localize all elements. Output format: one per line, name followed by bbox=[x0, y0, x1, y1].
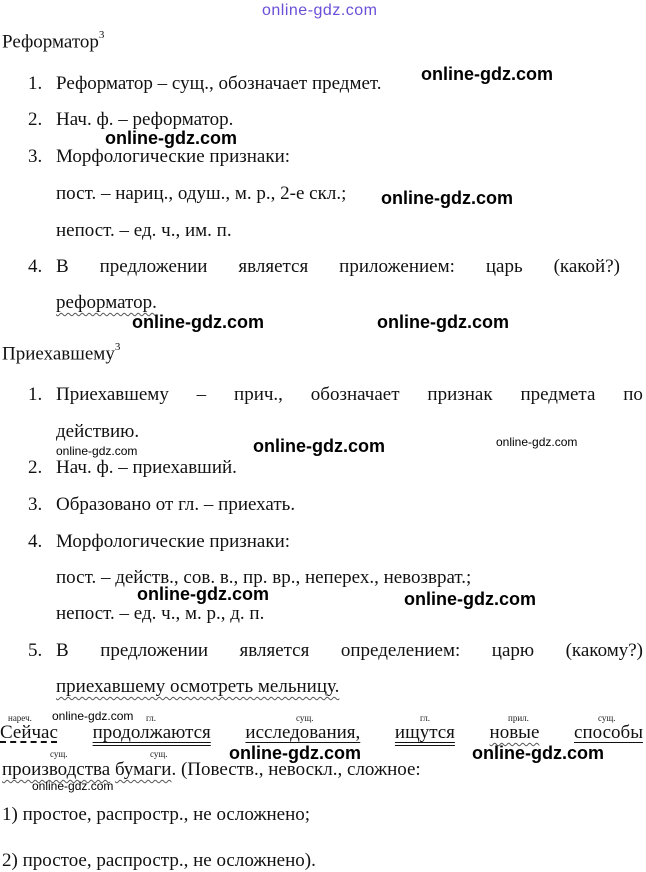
word1-item-2: Нач. ф. – реформатор. bbox=[56, 109, 234, 130]
sent-w5: способы bbox=[574, 722, 643, 743]
word1-item-3b: непост. – ед. ч., им. п. bbox=[56, 220, 232, 241]
word1-item-3a: пост. – нариц., одуш., м. р., 2-е скл.; bbox=[56, 183, 347, 204]
word2-num-5: 5. bbox=[28, 640, 43, 661]
word1-item-4 bbox=[56, 256, 620, 278]
pos-label-verb-2: гл. bbox=[420, 713, 430, 723]
word1-num-3: 3. bbox=[28, 146, 43, 167]
watermark-9: online-gdz.com bbox=[137, 584, 269, 604]
word2-sup: 3 bbox=[114, 341, 121, 353]
pos-label-noun-3: сущ. bbox=[50, 749, 68, 759]
word2-item-5-cont bbox=[56, 676, 339, 698]
sent-w0: Сейчас bbox=[0, 722, 58, 743]
watermark-2: online-gdz.com bbox=[105, 128, 237, 148]
word2-num-1: 1. bbox=[28, 384, 43, 405]
sent-w1: продолжаются bbox=[92, 722, 211, 743]
w1-i4-cont-text: реформатор. bbox=[56, 292, 157, 313]
word2-num-4: 4. bbox=[28, 531, 43, 552]
w1-i4-w1: предложении bbox=[99, 256, 208, 277]
sent-w6: производства bbox=[2, 759, 111, 780]
w2-i1-w6: по bbox=[623, 384, 643, 405]
pos-label-noun-1: сущ. bbox=[296, 713, 314, 723]
word1-sup: 3 bbox=[98, 29, 105, 41]
w1-i4-w3: приложением: bbox=[339, 256, 455, 277]
w1-i4-w5: (какой?) bbox=[553, 256, 620, 277]
word2-item-1-cont: действию. bbox=[56, 421, 140, 442]
w2-i1-w5: предмета bbox=[520, 384, 596, 405]
w2-i1-w2: прич., bbox=[234, 384, 283, 405]
w2-i5-w4: царю bbox=[491, 640, 535, 661]
watermark-1: online-gdz.com bbox=[421, 64, 553, 84]
w2-i1-w3: обозначает bbox=[310, 384, 400, 405]
pos-label-adv: нареч. bbox=[8, 713, 32, 723]
watermark-3: online-gdz.com bbox=[381, 188, 513, 208]
pos-label-verb-1: гл. bbox=[146, 713, 156, 723]
pos-label-adj: прил. bbox=[508, 713, 529, 723]
word2-item-3: Образовано от гл. – приехать. bbox=[56, 494, 296, 515]
word1-num-4: 4. bbox=[28, 256, 43, 277]
watermark-10: online-gdz.com bbox=[404, 589, 536, 609]
watermark-top: online-gdz.com bbox=[262, 2, 378, 19]
sent-tail: . (Повеств., невоскл., сложное: bbox=[171, 759, 421, 780]
word1-item-4-cont bbox=[56, 292, 157, 314]
w2-i5-cont-text: приехавшему осмотреть мельницу. bbox=[56, 676, 340, 697]
watermark-7: online-gdz.com bbox=[496, 435, 578, 449]
word1-item-1: Реформатор – сущ., обозначает предмет. bbox=[56, 73, 382, 94]
w2-i5-w0: В bbox=[56, 640, 69, 661]
word1-item-3: Морфологические признаки: bbox=[56, 146, 291, 167]
w2-i5-w1: предложении bbox=[100, 640, 209, 661]
analysis-part-1: 1) простое, распростр., не осложнено; bbox=[2, 804, 311, 825]
word2-title: Приехавшему bbox=[2, 343, 115, 365]
sent-w4: новые bbox=[489, 722, 540, 743]
pos-label-noun-2: сущ. bbox=[598, 713, 616, 723]
watermark-6: online-gdz.com bbox=[253, 436, 385, 456]
word2-heading bbox=[2, 338, 120, 365]
w2-i1-w1: – bbox=[196, 384, 207, 405]
watermark-8: online-gdz.com bbox=[56, 444, 138, 458]
word2-num-2: 2. bbox=[28, 457, 43, 478]
w1-i4-w2: является bbox=[238, 256, 309, 277]
word1-num-1: 1. bbox=[28, 73, 43, 94]
w2-i5-w2: является bbox=[239, 640, 310, 661]
word2-item-4: Морфологические признаки: bbox=[56, 531, 291, 552]
word2-item-1 bbox=[56, 384, 643, 406]
word2-num-3: 3. bbox=[28, 494, 43, 515]
sent-w3: ищутся bbox=[394, 722, 455, 743]
sent-w7: бумаги bbox=[114, 759, 172, 780]
w2-i1-w0: Приехавшему bbox=[56, 384, 169, 405]
w1-i4-w0: В bbox=[56, 256, 69, 277]
word2-item-5 bbox=[56, 640, 643, 662]
word2-item-2: Нач. ф. – приехавший. bbox=[56, 457, 237, 478]
word2-item-4b: непост. – ед. ч., м. р., д. п. bbox=[56, 603, 265, 624]
sent-w2: исследования, bbox=[245, 722, 361, 743]
w2-i1-w4: признак bbox=[427, 384, 493, 405]
pos-label-noun-4: сущ. bbox=[150, 749, 168, 759]
sentence-line-1 bbox=[0, 722, 643, 744]
w1-i4-w4: царь bbox=[485, 256, 523, 277]
word2-item-4a: пост. – действ., сов. в., пр. вр., неперех., невозврат.; bbox=[56, 567, 472, 588]
watermark-4: online-gdz.com bbox=[132, 312, 264, 332]
analysis-part-2: 2) простое, распростр., не осложнено). bbox=[2, 850, 316, 871]
watermark-14: online-gdz.com bbox=[32, 779, 114, 793]
w2-i5-w3: определением: bbox=[340, 640, 461, 661]
word1-title: Реформатор bbox=[2, 31, 99, 53]
watermark-13: online-gdz.com bbox=[472, 743, 604, 763]
watermark-5: online-gdz.com bbox=[377, 312, 509, 332]
watermark-11: online-gdz.com bbox=[52, 709, 134, 723]
w2-i5-w5: (какому?) bbox=[565, 640, 643, 661]
word1-heading bbox=[2, 26, 104, 53]
word1-num-2: 2. bbox=[28, 109, 43, 130]
watermark-12: online-gdz.com bbox=[229, 743, 361, 763]
